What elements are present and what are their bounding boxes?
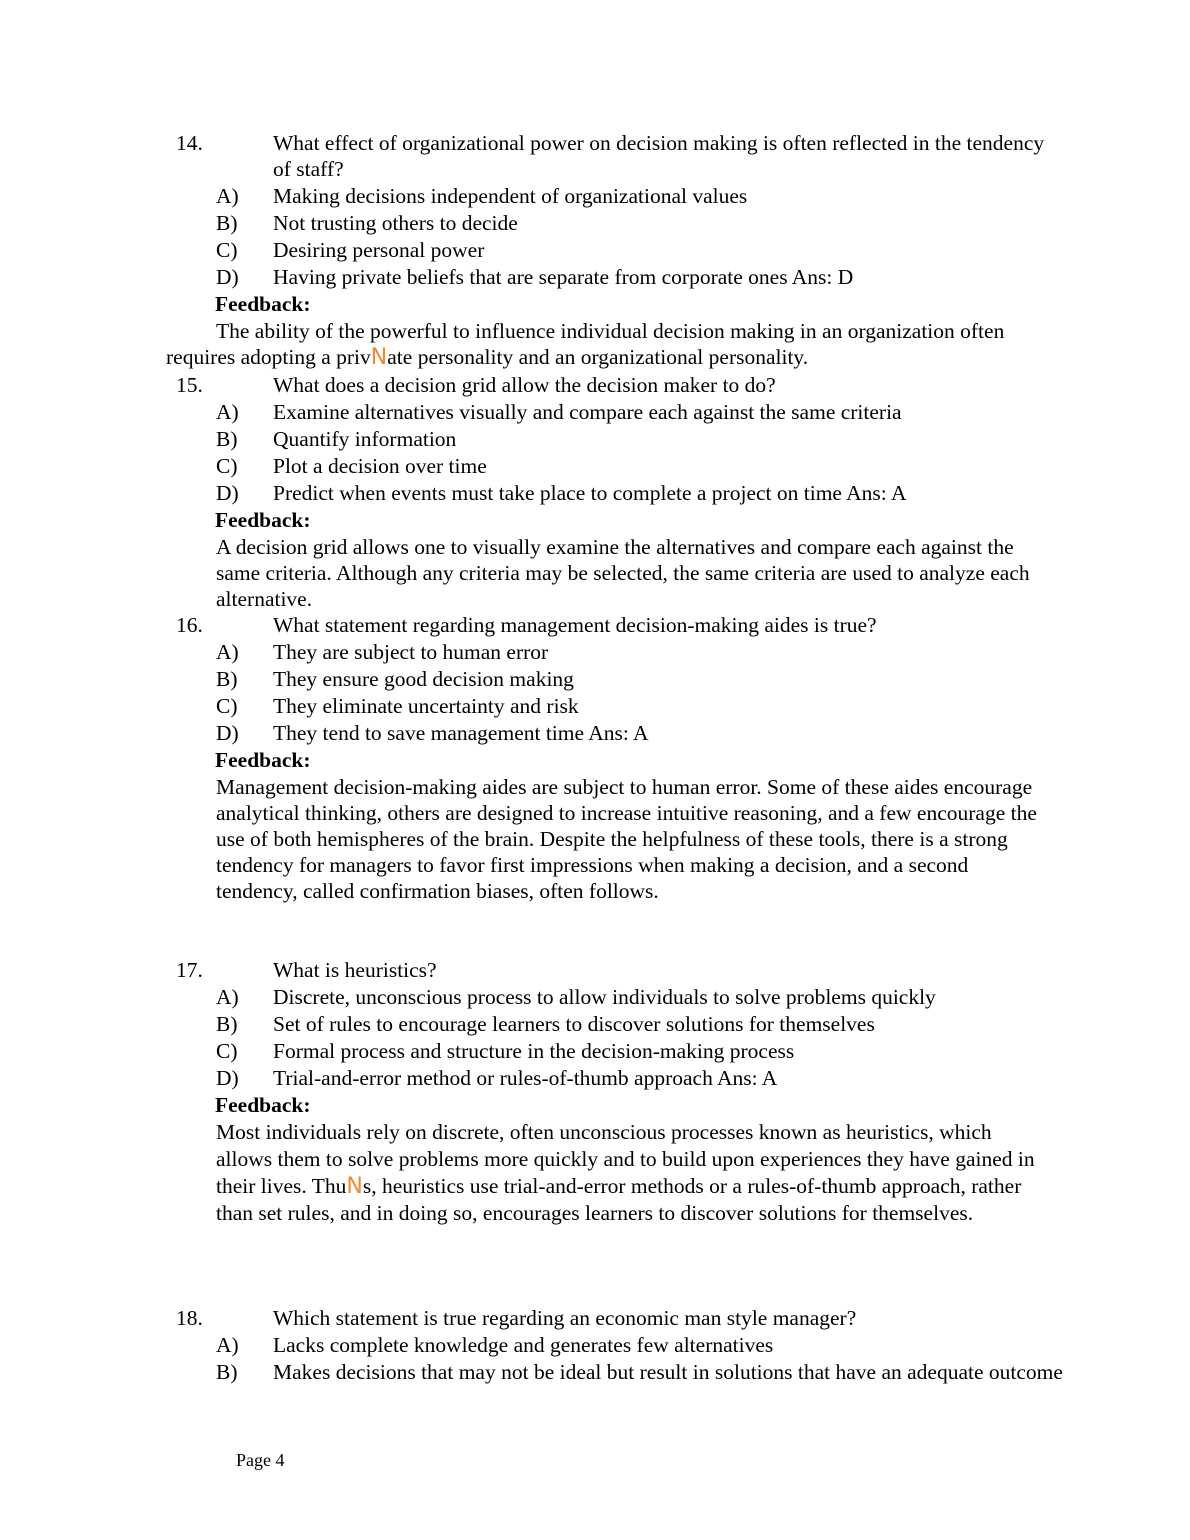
question-line (0, 372, 1190, 399)
question-number: 17. (176, 958, 203, 982)
question-text: What does a decision grid allow the decision maker to do? (273, 373, 776, 397)
orange-n-mark: N (370, 345, 388, 370)
option-letter: A) (216, 184, 239, 208)
question-number: 15. (176, 373, 203, 397)
feedback-text: Management decision-making aides are subject to human error. Some of these aides encourage analytical thinking, others are designed to increase intuitive reasoning, and a few encourage the use of both hemispheres of the brain. Despite the helpfulness of these tools, there is a strong tendency for managers to favor first impressions when making a decision, and a second tendency, called confirmation biases, often follows. (216, 775, 1037, 903)
question-text: What statement regarding management decision-making aides is true? (273, 613, 877, 637)
option-letter: C) (216, 694, 238, 718)
option-a (0, 399, 1190, 426)
option-letter: D) (216, 265, 239, 289)
option-letter: B) (216, 211, 238, 235)
feedback-label: Feedback: (215, 748, 311, 772)
option-c (0, 1038, 1190, 1065)
option-text: Examine alternatives visually and compare each against the same criteria (273, 400, 902, 424)
option-a (0, 984, 1190, 1011)
option-a (0, 183, 1190, 210)
option-b (0, 1359, 1190, 1412)
option-b (0, 426, 1190, 453)
option-text: Lacks complete knowledge and generates few alternatives (273, 1333, 774, 1357)
option-letter: A) (216, 985, 239, 1009)
option-letter: B) (216, 1360, 238, 1384)
question-text: Which statement is true regarding an economic man style manager? (273, 1306, 857, 1330)
option-letter: A) (216, 640, 239, 664)
option-letter: D) (216, 1066, 239, 1090)
option-letter: C) (216, 454, 238, 478)
option-text: Making decisions independent of organizational values (273, 184, 748, 208)
question-line (0, 1305, 1190, 1332)
option-letter: A) (216, 400, 239, 424)
option-c (0, 453, 1190, 480)
option-text: Discrete, unconscious process to allow individuals to solve problems quickly (273, 985, 936, 1009)
feedback-label: Feedback: (215, 508, 311, 532)
question-line (0, 130, 1190, 183)
option-b (0, 1011, 1190, 1038)
option-letter: B) (216, 1012, 238, 1036)
option-text: Makes decisions that may not be ideal but result in solutions that have an adequate outcome (273, 1360, 1063, 1384)
option-text: They ensure good decision making (273, 667, 574, 691)
option-letter: D) (216, 721, 239, 745)
question-text: What effect of organizational power on decision making is often reflected in the tendency of staff? (273, 131, 1045, 181)
option-letter: A) (216, 1333, 239, 1357)
question-line (0, 612, 1190, 639)
option-a (0, 639, 1190, 666)
question-14 (0, 130, 1190, 371)
option-text: Set of rules to encourage learners to discover solutions for themselves (273, 1012, 875, 1036)
feedback-label: Feedback: (215, 292, 311, 316)
question-15 (0, 372, 1190, 612)
option-d (0, 1065, 1190, 1092)
question-text: What is heuristics? (273, 958, 437, 982)
option-letter: B) (216, 427, 238, 451)
question-line (0, 957, 1190, 984)
feedback-text: A decision grid allows one to visually examine the alternatives and compare each against the same criteria. Although any criteria may be selected, the same criteria are used to analyze each alternative. (216, 535, 1030, 611)
option-letter: D) (216, 481, 239, 505)
option-text: They tend to save management time Ans: A (273, 721, 649, 745)
feedback-label: Feedback: (215, 1093, 311, 1117)
feedback-text-part1: Most individuals rely on discrete, often unconscious processes known as heuristics, which allows them to solve problems more quickly and to build upon experiences they have gained in their lives. Thu (216, 1120, 1035, 1198)
question-17 (0, 957, 1190, 1227)
option-text: They eliminate uncertainty and risk (273, 694, 579, 718)
option-b (0, 210, 1190, 237)
option-letter: C) (216, 238, 238, 262)
option-d (0, 264, 1190, 291)
option-b (0, 666, 1190, 693)
feedback-text (0, 1119, 1036, 1227)
feedback-text (0, 318, 1036, 371)
option-text: Formal process and structure in the decision-making process (273, 1039, 795, 1063)
option-text: They are subject to human error (273, 640, 549, 664)
question-18 (0, 1305, 1190, 1412)
orange-n-mark: N (346, 1174, 363, 1199)
option-text: Plot a decision over time (273, 454, 487, 478)
feedback-text-part2: ate personality and an organizational personality. (387, 345, 809, 369)
question-number: 18. (176, 1306, 203, 1330)
option-text: Desiring personal power (273, 238, 485, 262)
feedback-text-part1: The ability of the powerful to influence individual decision making in an organization often requires adopting a priv (166, 319, 1005, 369)
question-number: 16. (176, 613, 203, 637)
option-text: Not trusting others to decide (273, 211, 518, 235)
page-number: Page 4 (236, 1450, 285, 1470)
option-a (0, 1332, 1190, 1359)
question-16 (0, 612, 1190, 904)
option-c (0, 693, 1190, 720)
feedback-text-part2: s, heuristics use trial-and-error methods or a rules-of-thumb approach, rather than set rules, and in doing so, encourages learners to discover solutions for themselves. (216, 1174, 1022, 1225)
question-number: 14. (176, 131, 203, 155)
option-text: Trial-and-error method or rules-of-thumb approach Ans: A (273, 1066, 778, 1090)
option-text: Having private beliefs that are separate from corporate ones Ans: D (273, 265, 854, 289)
option-d (0, 480, 1190, 507)
option-letter: B) (216, 667, 238, 691)
option-text: Quantify information (273, 427, 457, 451)
option-letter: C) (216, 1039, 238, 1063)
option-d (0, 720, 1190, 747)
option-c (0, 237, 1190, 264)
option-text: Predict when events must take place to complete a project on time Ans: A (273, 481, 907, 505)
